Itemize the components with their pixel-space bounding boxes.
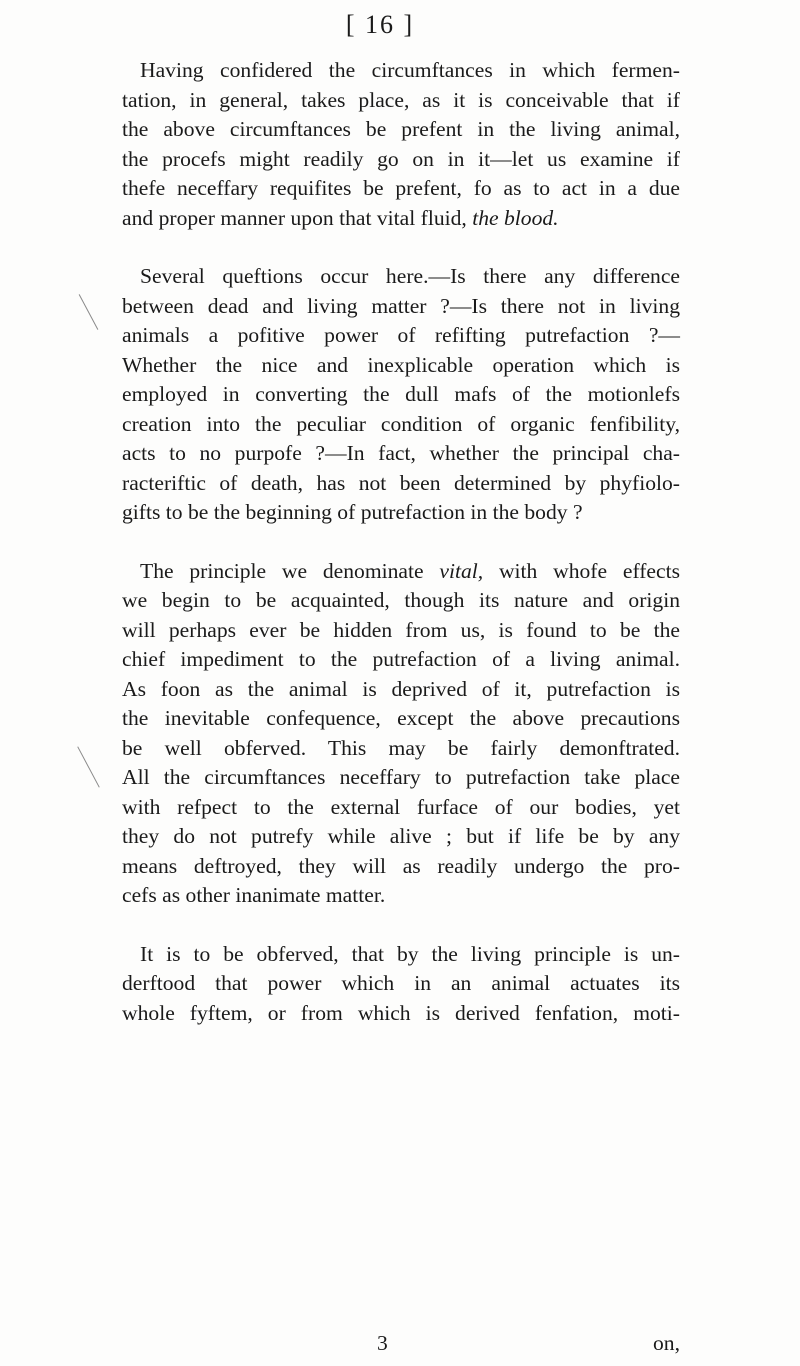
- margin-pencil-mark: [79, 294, 99, 330]
- page-number: [ 16 ]: [345, 10, 415, 39]
- text-line: tation, in general, takes place, as it is conceivable that if: [122, 87, 680, 112]
- text-line: gifts to be the beginning of putrefaction in the body ?: [122, 500, 583, 524]
- paragraph-2: [122, 262, 680, 528]
- text-line: whole fyftem, or from which is derived fenfation, moti-: [122, 1000, 680, 1025]
- text-line: they do not putrefy while alive ; but if life be by any: [122, 824, 680, 848]
- paragraph-4: [122, 940, 680, 1029]
- text-line: animals a pofitive power of refifting putrefaction ?—: [122, 323, 680, 347]
- text-line: Whether the nice and inexplicable operation which is: [122, 352, 680, 377]
- paragraph-3: [122, 557, 680, 911]
- text-line: It is to be obferved, that by the living principle is un-: [140, 941, 680, 966]
- text-line: creation into the peculiar condition of organic fenfibility,: [122, 411, 680, 436]
- text-line: Having confidered the circumftances in which fermen-: [140, 58, 680, 82]
- text-line: with refpect to the external furface of our bodies, yet: [122, 794, 680, 819]
- text-line: the inevitable confequence, except the above precautions: [122, 706, 680, 730]
- body-text: [122, 56, 680, 1028]
- text-line: Several queftions occur here.—Is there any difference: [140, 264, 680, 288]
- text-line: cefs as other inanimate matter.: [122, 883, 386, 907]
- text-line: and proper manner upon that vital fluid, the blood.: [122, 205, 559, 230]
- text-line: we begin to be acquainted, though its nature and origin: [122, 588, 680, 612]
- paragraph-1: [122, 56, 680, 233]
- text-line: thefe neceffary requifites be prefent, fo as to act in a due: [122, 176, 680, 200]
- text-line: The principle we denominate vital, with whofe effects: [140, 558, 681, 583]
- text-line: the procefs might readily go on in it—let us examine if: [122, 146, 680, 171]
- signature-mark: 3: [377, 1331, 388, 1355]
- text-line: All the circumftances neceffary to putrefaction take place: [122, 765, 680, 789]
- text-line: acts to no purpofe ?—In fact, whether the principal cha-: [122, 441, 680, 465]
- text-line: between dead and living matter ?—Is there not in living: [122, 293, 680, 318]
- text-line: chief impediment to the putrefaction of a living animal.: [122, 647, 680, 671]
- text-line: employed in converting the dull mafs of the motionlefs: [122, 382, 680, 406]
- catchword: on,: [653, 1331, 680, 1355]
- text-line: As foon as the animal is deprived of it, putrefaction is: [122, 676, 680, 701]
- margin-pencil-mark: [77, 746, 99, 787]
- text-line: racteriftic of death, has not been determined by phyfiolo-: [122, 470, 680, 495]
- text-line: the above circumftances be prefent in the living animal,: [122, 117, 680, 141]
- text-line: be well obferved. This may be fairly demonftrated.: [122, 735, 680, 760]
- text-line: will perhaps ever be hidden from us, is found to be the: [122, 617, 680, 642]
- text-line: means deftroyed, they will as readily undergo the pro-: [122, 853, 680, 878]
- text-line: derftood that power which in an animal actuates its: [122, 971, 680, 995]
